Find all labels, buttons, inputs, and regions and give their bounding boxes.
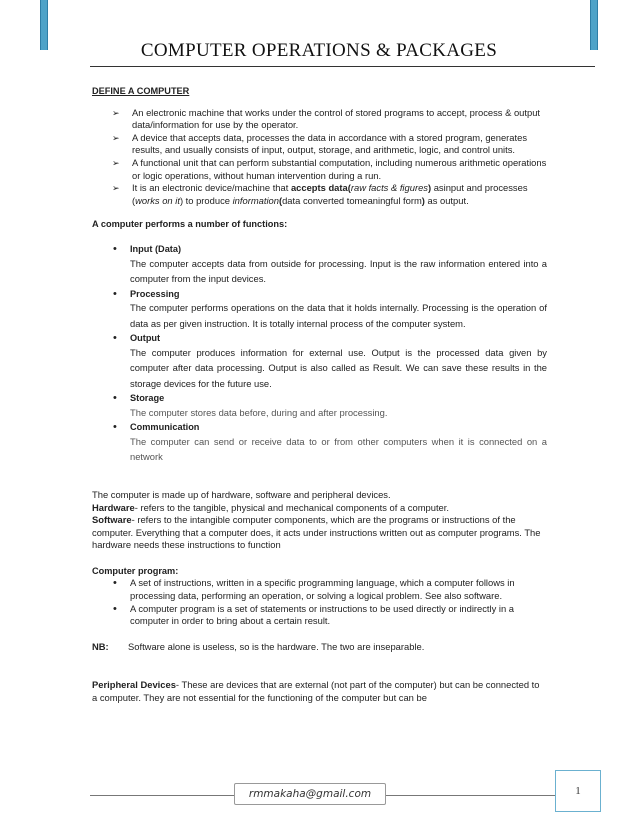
program-item: • A computer program is a set of statements or instructions to be used directly or indirectly in a computer in order to bring about a certain result. bbox=[92, 603, 547, 628]
function-item: • Processing The computer performs operations on the data that it holds internally. Processing is the operation of data as per given instruction. It is totally internal process of the computer system. bbox=[92, 288, 547, 332]
page-title: COMPUTER OPERATIONS & PACKAGES bbox=[140, 40, 498, 61]
define-item-4: ➢ It is an electronic device/machine that accepts data(raw facts & figures) asinput and processes (works on it) to produce information(data converted tomeaningful form) as output. bbox=[92, 182, 547, 207]
program-item: • A set of instructions, written in a specific programming language, which a computer follows in processing data, performing an operation, or solving a logical problem. See also software. bbox=[92, 577, 547, 602]
function-item: • Storage The computer stores data before, during and after processing. bbox=[92, 392, 547, 420]
define-item: ➢ An electronic machine that works under the control of stored programs to accept, process & output data/information for use by the operator. bbox=[92, 107, 547, 132]
page-number: 1 bbox=[555, 770, 601, 812]
hardware-definition: Hardware- refers to the tangible, physical and mechanical components of a computer. bbox=[92, 501, 449, 513]
made-up-text: The computer is made up of hardware, software and peripheral devices. bbox=[92, 488, 391, 500]
function-item: • Output The computer produces information for external use. Output is the processed data given by computer after data processing. Output is also called as Result. We can save these results in the storage devices for the future use. bbox=[92, 332, 547, 391]
program-list bbox=[92, 577, 547, 627]
define-heading: DEFINE A COMPUTER bbox=[92, 86, 190, 96]
program-heading: Computer program: bbox=[92, 565, 179, 576]
nb-note: NB: Software alone is useless, so is the hardware. The two are inseparable. bbox=[92, 640, 425, 652]
function-item: • Input (Data) The computer accepts data from outside for processing. Input is the raw information entered into a computer from the input devices. bbox=[92, 243, 547, 287]
define-item: ➢ A device that accepts data, processes the data in accordance with a stored program, generates results, and usually consists of input, output, storage, and arithmetic, logic, and control units. bbox=[92, 132, 547, 157]
function-item: • Communication The computer can send or receive data to or from other computers when it is connected on a network bbox=[92, 421, 547, 465]
define-list bbox=[92, 107, 547, 208]
software-definition: Software- refers to the intangible computer components, which are the programs or instructions of the computer. Everything that a computer does, it acts under instructions written out as computer programs. The hardware needs these instructions to function bbox=[92, 514, 541, 551]
define-item: ➢ A functional unit that can perform substantial computation, including numerous arithmetic operations or logic operations, without human intervention during a run. bbox=[92, 157, 547, 182]
functions-heading: A computer performs a number of functions: bbox=[92, 219, 288, 230]
functions-list bbox=[92, 243, 547, 465]
document-body bbox=[92, 85, 547, 705]
peripheral-definition: Peripheral Devices- These are devices that are external (not part of the computer) but can be connected to a computer. They are not essential for the functioning of the computer but can be bbox=[92, 679, 540, 704]
footer-email: rmmakaha@gmail.com bbox=[234, 783, 386, 805]
title-underline bbox=[90, 66, 595, 67]
